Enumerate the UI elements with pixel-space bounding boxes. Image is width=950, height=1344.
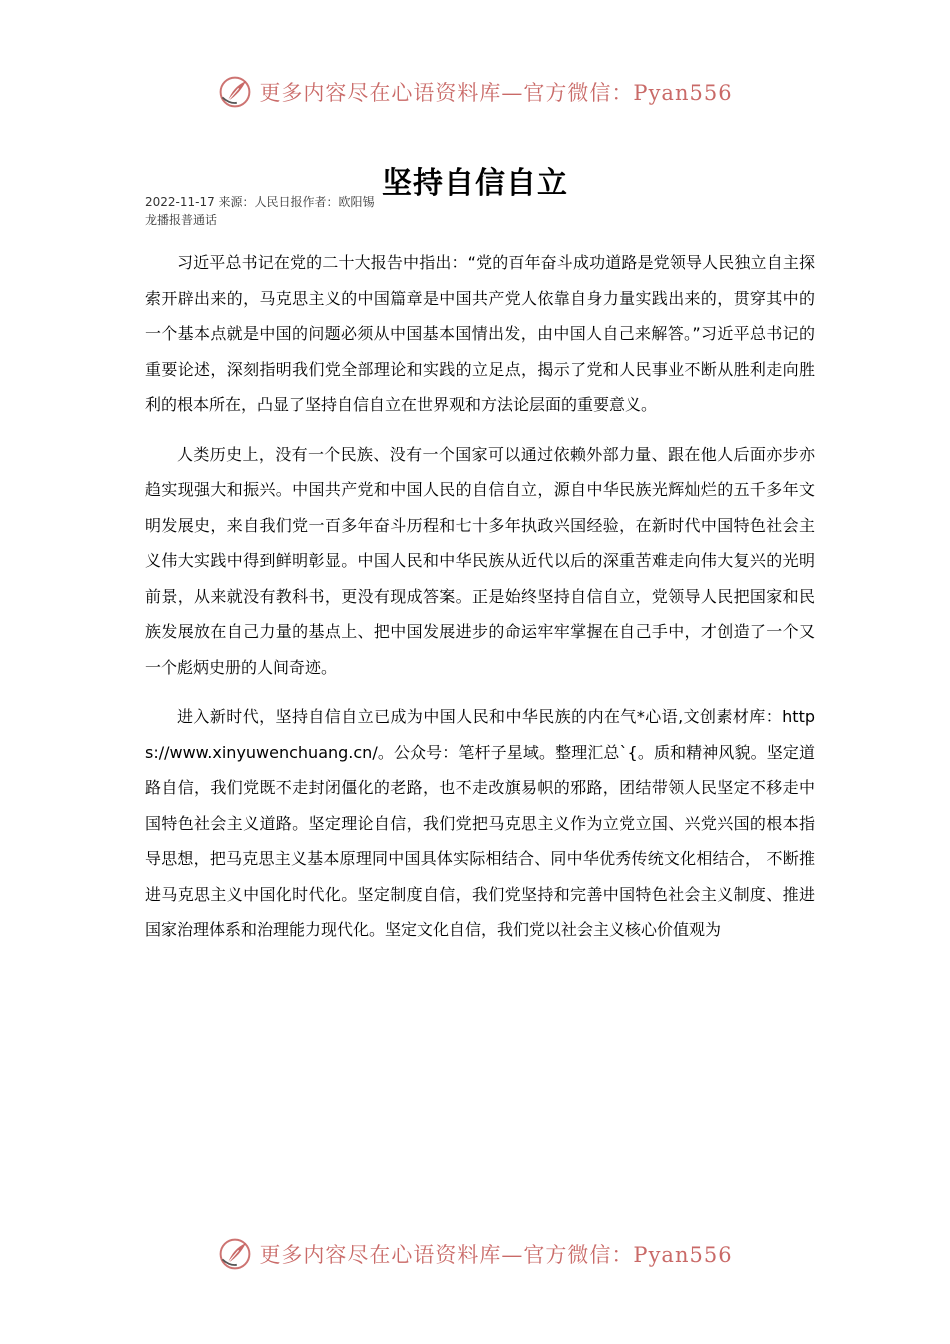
watermark-banner-bottom — [0, 1232, 950, 1276]
article-body — [145, 245, 815, 962]
paragraph-3: 进入新时代，坚持自信自立已成为中国人民和中华民族的内在气*心语,文创素材库：https://www.xinyuwenchuang.cn/。公众号：笔杆子星域。整理汇总`{。质和精神风貌。坚定道路自信，我们党既不走封闭僵化的老路，也不走改旗易帜的邪路，团结带领人民坚定不移走中国特色社会主义道路。坚定理论自信，我们党把马克思主义作为立党立国、兴党兴国的根本指导思想，把马克思主义基本原理同中国具体实际相结合、同中华优秀传统文化相结合， 不断推进马克思主义中国化时代化。坚定制度自信，我们党坚持和完善中国特色社会主义制度、推进国家治理体系和治理能力现代化。坚定文化自信，我们党以社会主义核心价值观为 — [145, 707, 815, 939]
watermark-banner-top — [0, 70, 950, 114]
quill-feather-icon — [217, 1236, 253, 1272]
paragraph-1: 习近平总书记在党的二十大报告中指出：“党的百年奋斗成功道路是党领导人民独立自主探索开辟出来的，马克思主义的中国篇章是中国共产党人依靠自身力量实践出来的，贯穿其中的一个基本点就是中国的问题必须从中国基本国情出发，由中国人自己来解答。”习近平总书记的重要论述，深刻指明我们党全部理论和实践的立足点，揭示了党和人民事业不断从胜利走向胜利的根本所在，凸显了坚持自信自立在世界观和方法论层面的重要意义。 — [145, 253, 815, 414]
quill-feather-icon — [217, 74, 253, 110]
watermark-text: 更多内容尽在心语资料库—官方微信：Pyan556 — [259, 81, 733, 105]
paragraph-2: 人类历史上，没有一个民族、没有一个国家可以通过依赖外部力量、跟在他人后面亦步亦趋实现强大和振兴。中国共产党和中国人民的自信自立，源自中华民族光辉灿烂的五千多年文明发展史，来自我们党一百多年奋斗历程和七十多年执政兴国经验，在新时代中国特色社会主义伟大实践中得到鲜明彰显。中国人民和中华民族从近代以后的深重苦难走向伟大复兴的光明前景，从来就没有教科书，更没有现成答案。正是始终坚持自信自立，党领导人民把国家和民族发展放在自己力量的基点上、把中国发展进步的命运牢牢掌握在自己手中，才创造了一个又一个彪炳史册的人间奇迹。 — [145, 444, 815, 677]
watermark-text: 更多内容尽在心语资料库—官方微信：Pyan556 — [259, 1243, 733, 1267]
article-audio-label: 龙播报普通话 — [145, 213, 218, 227]
article-meta — [145, 193, 375, 229]
article-date-source-author: 2022-11-17 来源：人民日报作者：欧阳锡 — [145, 195, 375, 209]
article-title: 坚持自信自立 — [382, 166, 568, 202]
